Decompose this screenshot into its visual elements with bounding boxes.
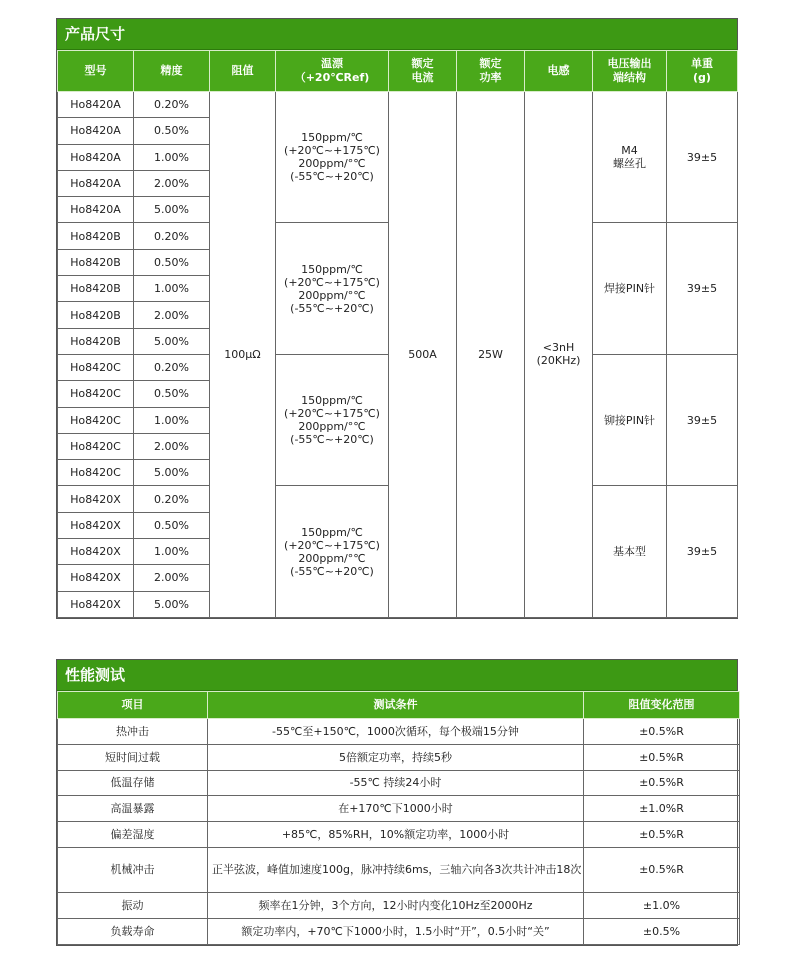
precision-cell: 2.00% (134, 170, 210, 196)
table-row (58, 92, 738, 118)
section-title-performance: 性能测试 (57, 660, 737, 691)
header-rated-current: 额定 电流 (389, 51, 457, 92)
test-item-cell: 偏差湿度 (58, 822, 208, 848)
header-terminal: 电压输出 端结构 (593, 51, 667, 92)
header-model: 型号 (58, 51, 134, 92)
test-condition-cell: 5倍额定功率，持续5秒 (208, 744, 584, 770)
weight-cell: 39±5 (667, 92, 738, 223)
resistance-change-cell: ±0.5% (584, 918, 740, 944)
table-row (58, 770, 740, 796)
model-cell: Ho8420X (58, 512, 134, 538)
precision-cell: 5.00% (134, 460, 210, 486)
model-cell: Ho8420X (58, 565, 134, 591)
model-cell: Ho8420C (58, 460, 134, 486)
tcr-cell: 150ppm/℃ (+20℃~+175℃) 200ppm/°℃ (-55℃~+20℃) (276, 354, 389, 485)
header-weight: 单重 (g) (667, 51, 738, 92)
rated-current-cell: 500A (389, 92, 457, 618)
precision-cell: 0.20% (134, 92, 210, 118)
model-cell: Ho8420X (58, 486, 134, 512)
model-cell: Ho8420C (58, 354, 134, 380)
model-cell: Ho8420B (58, 328, 134, 354)
header-condition: 测试条件 (208, 692, 584, 719)
precision-cell: 0.50% (134, 381, 210, 407)
product-dimensions-panel (56, 18, 738, 619)
test-condition-cell: 在+170℃下1000小时 (208, 796, 584, 822)
test-condition-cell: 额定功率内，+70℃下1000小时，1.5小时“开”，0.5小时“关” (208, 918, 584, 944)
weight-cell: 39±5 (667, 486, 738, 617)
precision-cell: 0.20% (134, 354, 210, 380)
resistance-change-cell: ±0.5%R (584, 770, 740, 796)
test-condition-cell: +85℃，85%RH，10%额定功率，1000小时 (208, 822, 584, 848)
model-cell: Ho8420B (58, 249, 134, 275)
weight-cell: 39±5 (667, 223, 738, 354)
resistance-cell: 100μΩ (210, 92, 276, 618)
resistance-change-cell: ±1.0% (584, 892, 740, 918)
tcr-cell: 150ppm/℃ (+20℃~+175℃) 200ppm/°℃ (-55℃~+20℃) (276, 92, 389, 223)
test-condition-cell: 正半弦波，峰值加速度100g，脉冲持续6ms，三轴六向各3次共计冲击18次 (208, 847, 584, 892)
precision-cell: 2.00% (134, 433, 210, 459)
table-row (58, 822, 740, 848)
table-row (58, 719, 740, 745)
model-cell: Ho8420B (58, 302, 134, 328)
model-cell: Ho8420A (58, 144, 134, 170)
header-item: 项目 (58, 692, 208, 719)
model-cell: Ho8420B (58, 276, 134, 302)
model-cell: Ho8420A (58, 118, 134, 144)
resistance-change-cell: ±1.0%R (584, 796, 740, 822)
performance-test-panel (56, 659, 738, 946)
dimensions-table (57, 50, 738, 618)
terminal-cell: 焊接PIN针 (593, 223, 667, 354)
section-title-dimensions: 产品尺寸 (57, 19, 737, 50)
test-item-cell: 高温暴露 (58, 796, 208, 822)
terminal-cell: 基本型 (593, 486, 667, 617)
test-item-cell: 低温存储 (58, 770, 208, 796)
precision-cell: 1.00% (134, 407, 210, 433)
rated-power-cell: 25W (457, 92, 525, 618)
test-item-cell: 机械冲击 (58, 847, 208, 892)
header-precision: 精度 (134, 51, 210, 92)
test-item-cell: 热冲击 (58, 719, 208, 745)
terminal-cell: M4 螺丝孔 (593, 92, 667, 223)
model-cell: Ho8420C (58, 433, 134, 459)
resistance-change-cell: ±0.5%R (584, 744, 740, 770)
resistance-change-cell: ±0.5%R (584, 847, 740, 892)
header-inductance: 电感 (525, 51, 593, 92)
model-cell: Ho8420A (58, 170, 134, 196)
precision-cell: 5.00% (134, 328, 210, 354)
precision-cell: 0.20% (134, 486, 210, 512)
precision-cell: 0.50% (134, 118, 210, 144)
resistance-change-cell: ±0.5%R (584, 822, 740, 848)
precision-cell: 1.00% (134, 276, 210, 302)
dimensions-header-row (58, 51, 738, 92)
test-item-cell: 振动 (58, 892, 208, 918)
test-item-cell: 短时间过载 (58, 744, 208, 770)
model-cell: Ho8420C (58, 381, 134, 407)
tcr-cell: 150ppm/℃ (+20℃~+175℃) 200ppm/°℃ (-55℃~+20℃) (276, 486, 389, 617)
header-tcr: 温漂 （+20℃Ref) (276, 51, 389, 92)
test-condition-cell: -55℃ 持续24小时 (208, 770, 584, 796)
model-cell: Ho8420B (58, 223, 134, 249)
header-range: 阻值变化范围 (584, 692, 740, 719)
precision-cell: 1.00% (134, 144, 210, 170)
terminal-cell: 铆接PIN针 (593, 354, 667, 485)
table-row (58, 744, 740, 770)
resistance-change-cell: ±0.5%R (584, 719, 740, 745)
precision-cell: 2.00% (134, 565, 210, 591)
precision-cell: 2.00% (134, 302, 210, 328)
model-cell: Ho8420C (58, 407, 134, 433)
test-condition-cell: 频率在1分钟，3个方向，12小时内变化10Hz至2000Hz (208, 892, 584, 918)
test-condition-cell: -55℃至+150℃，1000次循环，每个极端15分钟 (208, 719, 584, 745)
model-cell: Ho8420A (58, 92, 134, 118)
inductance-cell: <3nH (20KHz) (525, 92, 593, 618)
precision-cell: 1.00% (134, 539, 210, 565)
precision-cell: 0.50% (134, 512, 210, 538)
precision-cell: 0.20% (134, 223, 210, 249)
precision-cell: 0.50% (134, 249, 210, 275)
model-cell: Ho8420A (58, 197, 134, 223)
table-row (58, 796, 740, 822)
precision-cell: 5.00% (134, 197, 210, 223)
weight-cell: 39±5 (667, 354, 738, 485)
tcr-cell: 150ppm/℃ (+20℃~+175℃) 200ppm/°℃ (-55℃~+20℃) (276, 223, 389, 354)
model-cell: Ho8420X (58, 539, 134, 565)
performance-header-row (58, 692, 740, 719)
performance-table (57, 691, 740, 945)
header-resistance: 阻值 (210, 51, 276, 92)
header-rated-power: 额定 功率 (457, 51, 525, 92)
table-row (58, 892, 740, 918)
model-cell: Ho8420X (58, 591, 134, 617)
precision-cell: 5.00% (134, 591, 210, 617)
table-row (58, 918, 740, 944)
table-row (58, 847, 740, 892)
test-item-cell: 负载寿命 (58, 918, 208, 944)
